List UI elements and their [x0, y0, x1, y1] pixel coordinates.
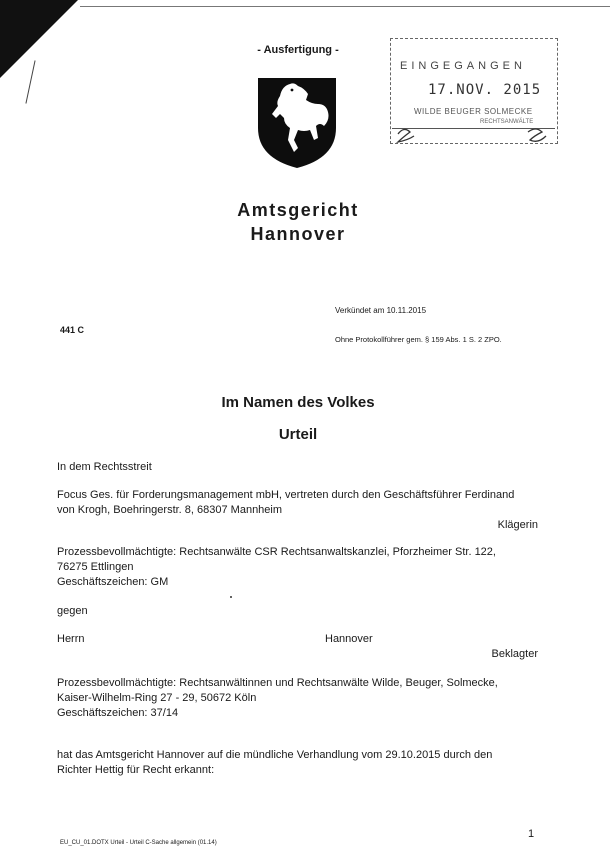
verkuendet-date: Verkündet am 10.11.2015 [335, 306, 427, 315]
defendant-counsel-reference: Geschäftszeichen: 37/14 [57, 707, 179, 719]
case-number: 441 C [60, 325, 85, 335]
plaintiff-counsel-line-2: 76275 Ettlingen [57, 561, 134, 573]
defendant-counsel-line-1: Prozessbevollmächtigte: Rechtsanwältinnen und Rechtsanwälte Wilde, Beuger, Solmecke, [57, 677, 498, 689]
top-scan-line [80, 6, 610, 7]
plaintiff-line-1: Focus Ges. für Forderungsmanagement mbH, vertreten durch den Geschäftsführer Ferdinand [57, 489, 515, 501]
versus-text: gegen [57, 605, 88, 617]
intro-text: In dem Rechtsstreit [57, 461, 152, 473]
ausfertigung-label: - Ausfertigung - [257, 44, 339, 56]
court-line-1: Amtsgericht [237, 200, 359, 220]
stamp-firm: WILDE BEUGER SOLMECKE [414, 107, 533, 116]
page-number: 1 [528, 828, 535, 840]
stamp-subtitle: RECHTSANWÄLTE [480, 119, 534, 125]
court-name [0, 198, 596, 246]
stamp-date: 17.NOV. 2015 [428, 82, 542, 98]
closing-line-2: Richter Hettig für Recht erkannt: [57, 764, 215, 776]
plaintiff-counsel-line-1: Prozessbevollmächtigte: Rechtsanwälte CSR Rechtsanwaltskanzlei, Pforzheimer Str. 122, [57, 546, 496, 558]
plaintiff-role: Klägerin [497, 519, 538, 531]
lower-saxony-horse-crest-icon [254, 74, 340, 170]
stamp-initials-signature [394, 124, 554, 146]
plaintiff-line-2: von Krogh, Boehringerstr. 8, 68307 Mannheim [57, 504, 283, 516]
judgment-heading: Urteil [278, 426, 318, 443]
protokoll-note: Ohne Protokollführer gem. § 159 Abs. 1 S. 2 ZPO. [335, 335, 502, 344]
defendant-counsel-line-2: Kaiser-Wilhelm-Ring 27 - 29, 50672 Köln [57, 692, 257, 704]
template-footer: EU_CU_01.DOTX Urteil - Urteil C-Sache allgemein (01.14) [60, 840, 217, 846]
court-line-2: Hannover [250, 224, 346, 244]
scan-speck [230, 596, 232, 598]
plaintiff-counsel-reference: Geschäftszeichen: GM [57, 576, 169, 588]
corner-mark [0, 0, 78, 78]
defendant-city: Hannover [325, 633, 373, 645]
closing-line-1: hat das Amtsgericht Hannover auf die mündliche Verhandlung vom 29.10.2015 durch den [57, 749, 493, 761]
defendant-name: Herrn [57, 633, 85, 645]
in-the-name-heading: Im Namen des Volkes [221, 394, 375, 411]
stamp-title: EINGEGANGEN [400, 60, 526, 72]
defendant-role: Beklagter [491, 648, 538, 660]
